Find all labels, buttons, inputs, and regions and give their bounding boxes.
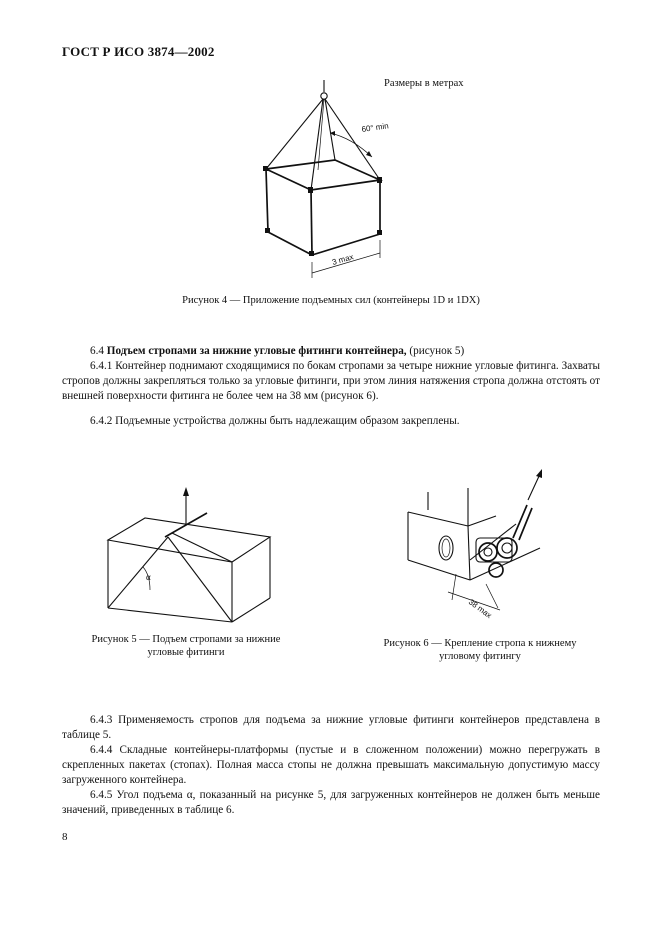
alpha-label: α: [146, 572, 151, 582]
page-number: 8: [62, 831, 68, 843]
paragraph-6-4-2: 6.4.2 Подъемные устройства должны быть надлежащим образом закреплены.: [90, 415, 460, 427]
length-label-3: 3 max: [331, 252, 355, 267]
angle-label-60: 60° min: [361, 121, 390, 134]
section-title-tail: (рисунок 5): [409, 345, 465, 357]
paragraph-6-4-5: 6.4.5 Угол подъема α, показанный на рисунке 5, для загруженных контейнеров не должен быть меньше значений, приведенных в таблице 6.: [62, 789, 600, 816]
section-title: Подъем стропами за нижние угловые фитинги контейнера,: [106, 345, 407, 357]
paragraph-6-4-4: 6.4.4 Складные контейнеры-платформы (пустые и в сложенном положении) можно перегружать в скрепленных пакетах (стопах). Полная масса стопы не должна превышать максимальную допустимую массу загруженного контейнера.: [62, 744, 600, 786]
figure-6-caption: Рисунок 6 — Крепление стропа к нижнему угловому фитингу: [383, 638, 577, 662]
paragraph-6-4-3: 6.4.3 Применяемость стропов для подъема за нижние угловые фитинги контейнеров представлена в таблице 5.: [62, 714, 600, 741]
document-header: ГОСТ Р ИСО 3874—2002: [62, 44, 215, 59]
units-note: Размеры в метрах: [384, 78, 464, 89]
figure-4-caption: Рисунок 4 — Приложение подъемных сил (контейнеры 1D и 1DX): [182, 295, 480, 306]
fitting-aperture: [439, 536, 453, 560]
figure-5-caption: Рисунок 5 — Подъем стропами за нижние угловые фитинги: [91, 634, 281, 658]
length-label-38: 38 max: [466, 597, 494, 621]
paragraph-6-4-1: 6.4.1 Контейнер поднимают сходящимися по бокам стропами за четыре нижние угловые фитинга. Захваты стропов должны закрепляться только за угловые фитинги, при этом линия натяжения стропа должна отстоять от внешней поверхности фитинга не более чем на 38 мм (рисунок 6).: [62, 360, 600, 402]
section-number: 6.4: [90, 345, 104, 357]
